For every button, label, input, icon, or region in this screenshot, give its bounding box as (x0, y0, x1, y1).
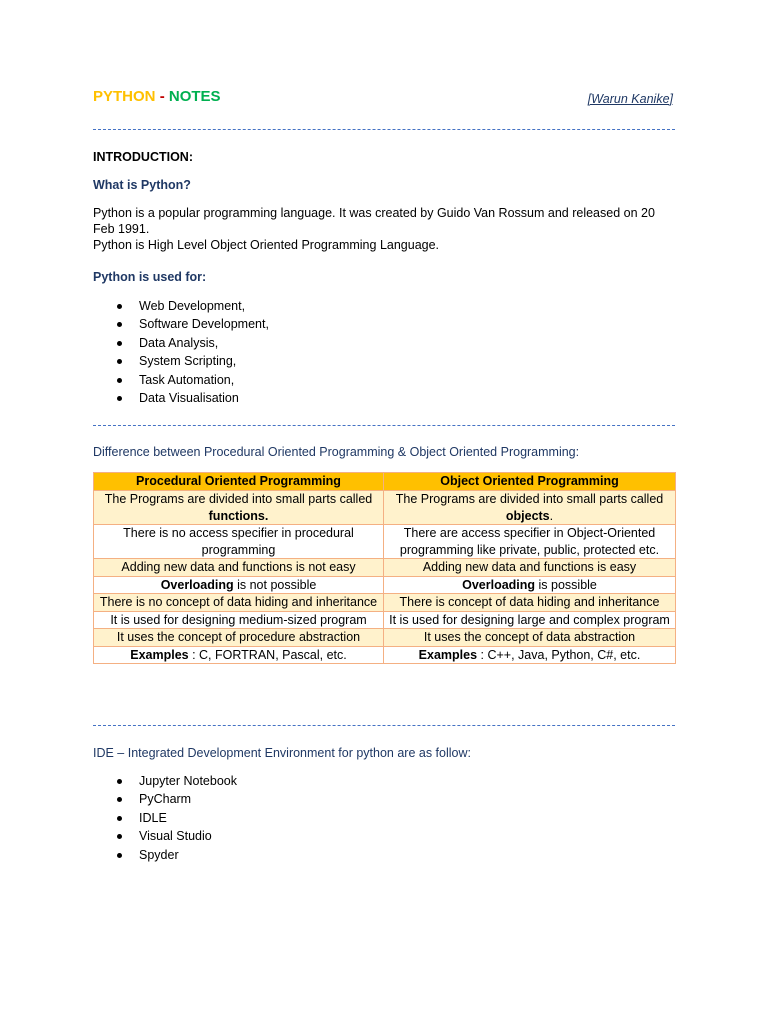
list-item: Task Automation, (116, 371, 269, 389)
comparison-heading: Difference between Procedural Oriented Programming & Object Oriented Programming: (93, 445, 580, 459)
table-cell: It uses the concept of procedure abstraction (94, 629, 384, 647)
table-row (94, 576, 676, 594)
column-header-oop: Object Oriented Programming (384, 473, 676, 491)
table-cell: Overloading is not possible (94, 576, 384, 594)
table-cell: Examples : C++, Java, Python, C#, etc. (384, 646, 676, 664)
what-is-python-heading: What is Python? (93, 178, 191, 192)
list-item: Spyder (116, 846, 237, 864)
python-uses-heading: Python is used for: (93, 270, 207, 284)
table-row (94, 611, 676, 629)
list-item: Web Development, (116, 297, 269, 315)
document-title (93, 88, 221, 105)
table-cell: There is no concept of data hiding and inheritance (94, 594, 384, 612)
table-cell: The Programs are divided into small parts called functions. (94, 491, 384, 525)
table-cell: Examples : C, FORTRAN, Pascal, etc. (94, 646, 384, 664)
divider (93, 129, 675, 130)
comparison-table (93, 472, 676, 664)
intro-paragraph-1: Python is a popular programming language. It was created by Guido Van Rossum and released on 20 Feb 1991. (93, 206, 655, 236)
table-cell: The Programs are divided into small parts called objects. (384, 491, 676, 525)
table-cell: It is used for designing medium-sized program (94, 611, 384, 629)
table-header-row (94, 473, 676, 491)
ide-list (116, 772, 237, 864)
author-name: [Warun Kanike] (587, 92, 673, 106)
list-item: PyCharm (116, 790, 237, 808)
table-cell: There is concept of data hiding and inheritance (384, 594, 676, 612)
table-cell: There are access specifier in Object-Oriented programming like private, public, protected etc. (384, 525, 676, 559)
table-row (94, 646, 676, 664)
table-row (94, 525, 676, 559)
list-item: Data Visualisation (116, 389, 269, 407)
title-notes: NOTES (168, 88, 221, 105)
list-item: IDLE (116, 809, 237, 827)
table-row (94, 629, 676, 647)
table-cell: Overloading is possible (384, 576, 676, 594)
python-uses-list (116, 297, 269, 407)
title-dash: - (159, 88, 165, 105)
list-item: Jupyter Notebook (116, 772, 237, 790)
intro-heading: INTRODUCTION: (93, 150, 193, 164)
table-row (94, 594, 676, 612)
title-python: PYTHON (93, 88, 156, 105)
list-item: Software Development, (116, 315, 269, 333)
table-row (94, 491, 676, 525)
column-header-procedural: Procedural Oriented Programming (94, 473, 384, 491)
table-cell: It is used for designing large and complex program (384, 611, 676, 629)
divider (93, 725, 675, 726)
table-row (94, 559, 676, 577)
ide-heading: IDE – Integrated Development Environment for python are as follow: (93, 746, 471, 760)
list-item: Visual Studio (116, 827, 237, 845)
table-cell: Adding new data and functions is not easy (94, 559, 384, 577)
table-cell: It uses the concept of data abstraction (384, 629, 676, 647)
table-cell: Adding new data and functions is easy (384, 559, 676, 577)
list-item: Data Analysis, (116, 334, 269, 352)
list-item: System Scripting, (116, 352, 269, 370)
intro-paragraph-2: Python is High Level Object Oriented Programming Language. (93, 238, 440, 252)
divider (93, 425, 675, 426)
table-cell: There is no access specifier in procedural programming (94, 525, 384, 559)
